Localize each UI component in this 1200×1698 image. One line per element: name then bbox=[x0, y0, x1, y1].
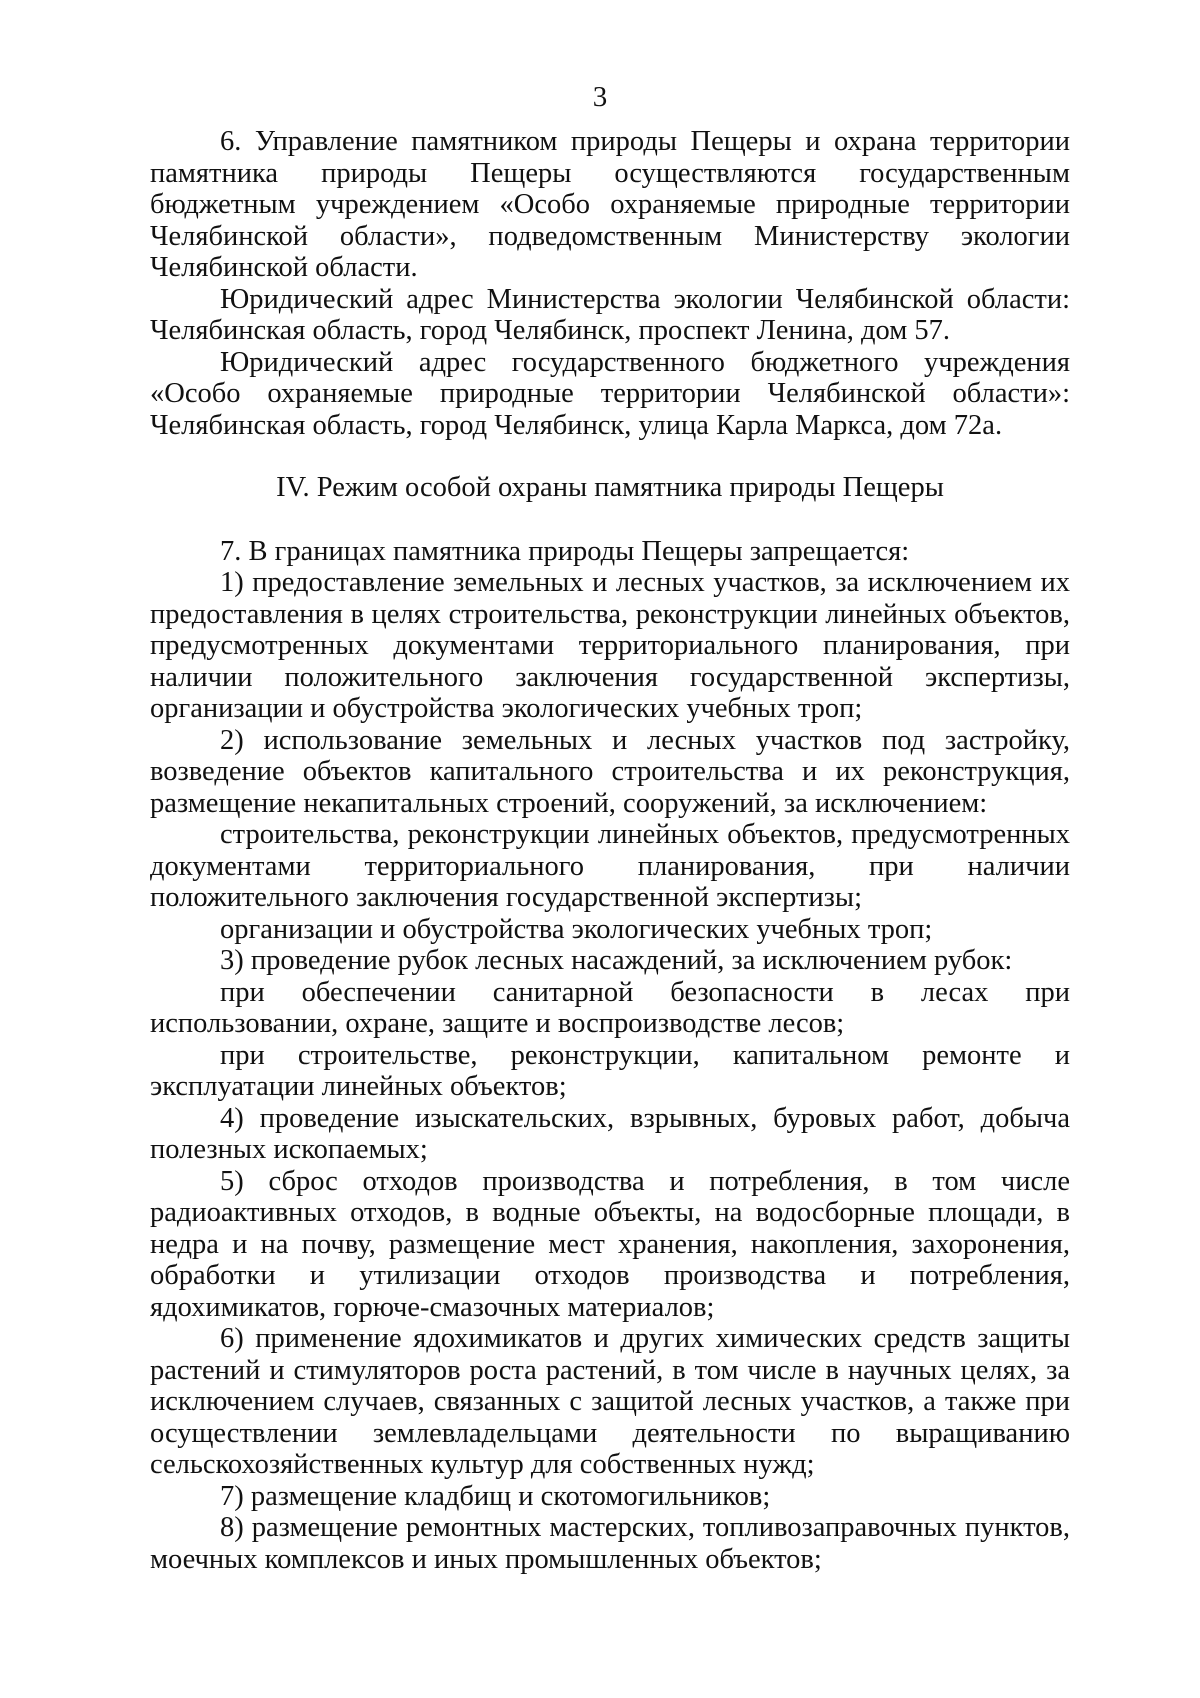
list-item-7: 7) размещение кладбищ и скотомогильников; bbox=[220, 1480, 771, 1512]
page-number: 3 bbox=[592, 81, 608, 113]
list-item-5: 5) сброс отходов производства и потребления, в том числе радиоактивных отходов, в водные объекты, на водосборные площади, в недра и на почву, размещение мест хранения, накопления, захоронения, обработки и утилизации отходов производства и потребления, ядохимикатов, горюче-смазочных материалов; bbox=[150, 1165, 1070, 1323]
list-item-6: 6) применение ядохимикатов и других химических средств защиты растений и стимуляторов роста растений, в том числе в научных целях, за исключением случаев, связанных с защитой лесных участков, а также при осуществлении землевладельцами деятельности по выращиванию сельскохозяйственных культур для собственных нужд; bbox=[150, 1323, 1070, 1480]
list-item-8: 8) размещение ремонтных мастерских, топливозаправочных пунктов, моечных комплексов и иных промышленных объектов; bbox=[150, 1512, 1070, 1575]
list-item-3-exception-linear: при строительстве, реконструкции, капитальном ремонте и эксплуатации линейных объектов; bbox=[150, 1039, 1070, 1102]
list-item-3-exception-sanitary: при обеспечении санитарной безопасности в лесах при использовании, охране, защите и воспроизводстве лесов; bbox=[150, 976, 1070, 1039]
document-body bbox=[150, 126, 1070, 1575]
list-item-4: 4) проведение изыскательских, взрывных, буровых работ, добыча полезных ископаемых; bbox=[150, 1102, 1070, 1165]
section-heading: IV. Режим особой охраны памятника природы Пещеры bbox=[276, 472, 944, 503]
list-item-2-exception-linear: строительства, реконструкции линейных объектов, предусмотренных документами территориального планирования, при наличии положительного заключения государственной экспертизы; bbox=[150, 819, 1070, 913]
list-item-2: 2) использование земельных и лесных участков под застройку, возведение объектов капитального строительства и их реконструкция, размещение некапитальных строений, сооружений, за исключением: bbox=[150, 724, 1070, 819]
paragraph-7-prohibitions: 7. В границах памятника природы Пещеры запрещается: bbox=[220, 535, 910, 567]
paragraph-ministry-address: Юридический адрес Министерства экологии Челябинской области: Челябинская область, город Челябинск, проспект Ленина, дом 57. bbox=[150, 283, 1070, 346]
paragraph-6-management: 6. Управление памятником природы Пещеры и охрана территории памятника природы Пещеры осуществляются государственным бюджетным учреждением «Особо охраняемые природные территории Челябинской области», подведомственным Министерству экологии Челябинской области. bbox=[150, 126, 1070, 283]
paragraph-institution-address: Юридический адрес государственного бюджетного учреждения «Особо охраняемые природные территории Челябинской области»: Челябинская область, город Челябинск, улица Карла Маркса, дом 72а. bbox=[150, 346, 1070, 441]
list-item-2-exception-trails: организации и обустройства экологических учебных троп; bbox=[220, 913, 933, 945]
list-item-1: 1) предоставление земельных и лесных участков, за исключением их предоставления в целях строительства, реконструкции линейных объектов, предусмотренных документами территориального планирования, при наличии положительного заключения государственной экспертизы, организации и обустройства экологических учебных троп; bbox=[150, 567, 1070, 724]
list-item-3: 3) проведение рубок лесных насаждений, за исключением рубок: bbox=[220, 945, 1013, 976]
